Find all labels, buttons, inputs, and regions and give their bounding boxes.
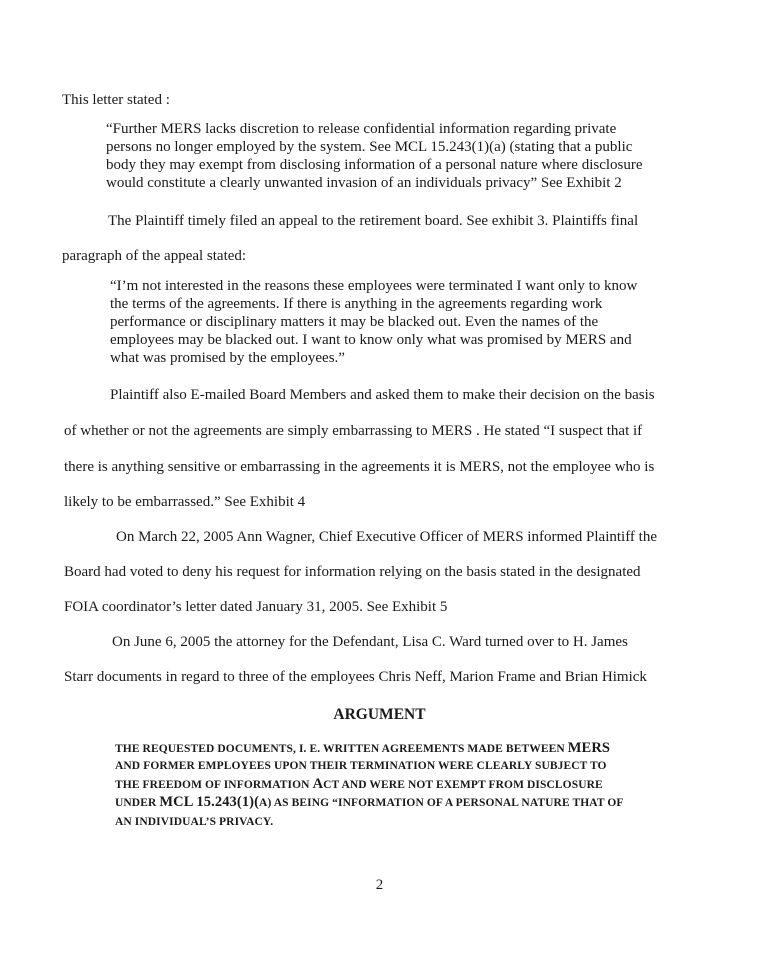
paragraph-line: FOIA coordinator’s letter dated January 31, 2005. See Exhibit 5 — [64, 599, 448, 615]
quote-line: body they may exempt from disclosing information of a personal nature where disclosure — [106, 157, 643, 173]
paragraph-line: there is anything sensitive or embarrassing in the agreements it is MERS, not the employee who is — [64, 459, 655, 475]
quote-line: the terms of the agreements. If there is anything in the agreements regarding work — [110, 296, 603, 312]
page-number: 2 — [375, 877, 384, 893]
quote-line: what was promised by the employees.” — [110, 350, 345, 366]
paragraph-line: The Plaintiff timely filed an appeal to the retirement board. See exhibit 3. Plaintiffs final — [108, 213, 639, 229]
section-heading: ARGUMENT — [333, 706, 426, 723]
paragraph-line: Board had voted to deny his request for information relying on the basis stated in the designated — [64, 564, 641, 580]
paragraph-line: likely to be embarrassed.” See Exhibit 4 — [64, 494, 306, 510]
argument-line: THE REQUESTED DOCUMENTS, I. E. WRITTEN AGREEMENTS MADE BETWEEN MERS — [115, 740, 611, 756]
argument-line: AND FORMER EMPLOYEES UPON THEIR TERMINATION WERE CLEARLY SUBJECT TO — [115, 760, 607, 772]
paragraph-line: On June 6, 2005 the attorney for the Defendant, Lisa C. Ward turned over to H. James — [112, 634, 628, 650]
quote-line: would constitute a clearly unwanted invasion of an individuals privacy” See Exhibit 2 — [106, 175, 622, 191]
quote-line: “Further MERS lacks discretion to release confidential information regarding private — [106, 121, 617, 137]
paragraph-line: Plaintiff also E-mailed Board Members and asked them to make their decision on the basis — [110, 387, 655, 403]
quote-line: persons no longer employed by the system. See MCL 15.243(1)(a) (stating that a public — [106, 139, 633, 155]
paragraph-line: On March 22, 2005 Ann Wagner, Chief Executive Officer of MERS informed Plaintiff the — [116, 529, 657, 545]
quote-line: performance or disciplinary matters it may be blacked out. Even the names of the — [110, 314, 599, 330]
quote-line: employees may be blacked out. I want to know only what was promised by MERS and — [110, 332, 632, 348]
argument-line: UNDER MCL 15.243(1)(A) AS BEING “INFORMATION OF A PERSONAL NATURE THAT OF — [115, 794, 624, 810]
quote-line: “I’m not interested in the reasons these employees were terminated I want only to know — [110, 278, 638, 294]
argument-line: AN INDIVIDUAL’S PRIVACY. — [115, 816, 274, 828]
paragraph-line: of whether or not the agreements are simply embarrassing to MERS . He stated “I suspect that if — [64, 423, 643, 439]
argument-line: THE FREEDOM OF INFORMATION ACT AND WERE NOT EXEMPT FROM DISCLOSURE — [115, 776, 603, 792]
intro-line: This letter stated : — [62, 92, 170, 108]
paragraph-line: Starr documents in regard to three of the employees Chris Neff, Marion Frame and Brian Himick — [64, 669, 647, 685]
paragraph-line: paragraph of the appeal stated: — [62, 248, 247, 264]
